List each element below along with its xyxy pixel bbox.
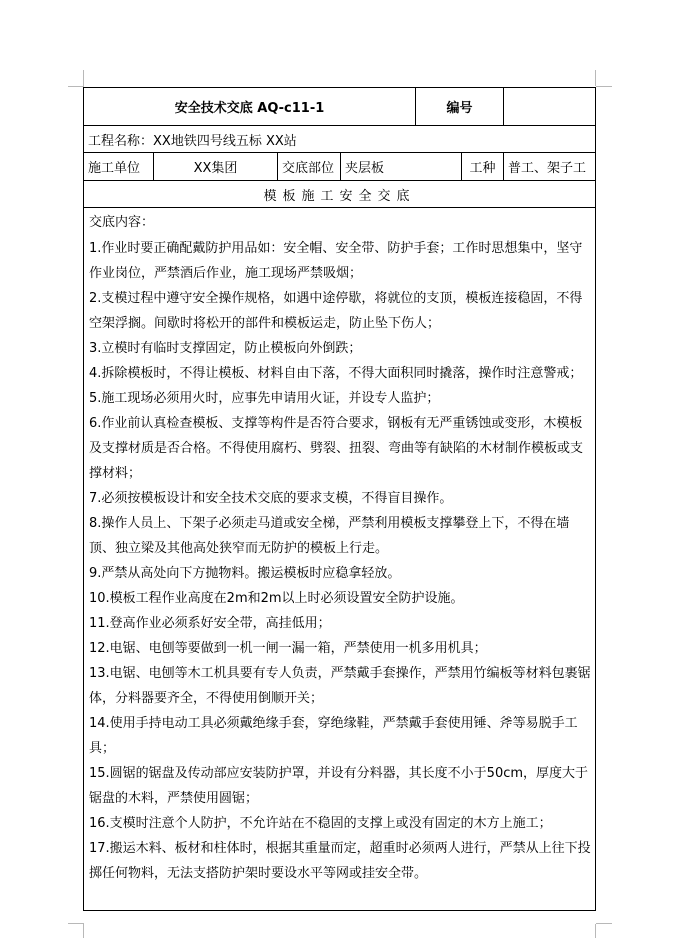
content-label: 交底内容：: [89, 215, 155, 230]
crop-mark-top-left-h: [68, 86, 84, 87]
crop-mark-bottom-left-h: [68, 923, 84, 924]
part-label: 交底部位: [278, 153, 341, 181]
project-row: [84, 126, 596, 153]
crop-mark-bottom-left-v: [83, 924, 84, 938]
info-row: [84, 153, 596, 181]
content-item: 14.使用手持电动工具必须戴绝缘手套，穿绝缘鞋，严禁戴手套使用锤、斧等易脱手工具；: [89, 716, 578, 756]
content-items: [89, 236, 591, 886]
project-name: XX地铁四号线五标 XX站: [153, 133, 297, 149]
content-item: 1.作业时要正确配戴防护用品如：安全帽、安全带、防护手套；工作时思想集中，坚守作业岗位，严禁酒后作业，施工现场严禁吸烟；: [89, 241, 583, 281]
content-item: 4.拆除模板时，不得让模板、材料自由下落，不得大面积同时撬落，操作时注意警戒；: [89, 366, 583, 381]
unit-value: XX集团: [154, 153, 278, 181]
trade-value: 普工、架子工: [504, 153, 596, 181]
content-item: 3.立模时有临时支撑固定，防止模板向外倒跌；: [89, 341, 362, 356]
content-item: 8.操作人员上、下架子必须走马道或安全梯，严禁利用模板支撑攀登上下，不得在墙顶、独立梁及其他高处狭窄而无防护的模板上行走。: [89, 516, 570, 556]
content-item: 2.支模过程中遵守安全操作规格，如遇中途停歇，将就位的支顶，模板连接稳固，不得空架浮搁。间歇时将松开的部件和模板运走，防止坠下伤人；: [89, 291, 583, 331]
crop-mark-top-left-v: [83, 70, 84, 86]
content-item: 10.模板工程作业高度在2m和2m以上时必须设置安全防护设施。: [89, 591, 464, 606]
content-item: 7.必须按模板设计和安全技术交底的要求支模，不得盲目操作。: [89, 491, 453, 506]
content-item: 9.严禁从高处向下方抛物料。搬运模板时应稳拿轻放。: [89, 566, 401, 581]
header-row: [84, 88, 596, 126]
crop-mark-top-right-v: [595, 70, 596, 86]
crop-mark-bottom-right-v: [595, 924, 596, 938]
document-title: 安全技术交底 AQ-c11-1: [84, 88, 416, 126]
project-cell: [84, 126, 596, 153]
section-title-row: [84, 181, 596, 208]
code-label: 编号: [416, 88, 504, 126]
content-cell: [84, 208, 596, 911]
content-item: 5.施工现场必须用火时，应事先申请用火证，并设专人监护；: [89, 391, 440, 406]
content-item: 11.登高作业必须系好安全带，高挂低用；: [89, 616, 331, 631]
crop-mark-bottom-right-h: [596, 923, 612, 924]
trade-label: 工种: [462, 153, 504, 181]
content-item: 13.电锯、电刨等木工机具要有专人负责，严禁戴手套操作，严禁用竹编板等材料包裹锯体，分料器要齐全，不得使用倒顺开关；: [89, 666, 591, 706]
content-item: 16.支模时注意个人防护，不允许站在不稳固的支撑上或没有固定的木方上施工；: [89, 816, 552, 831]
project-label: 工程名称：: [88, 133, 154, 149]
content-item: 12.电锯、电刨等要做到一机一闸一漏一箱，严禁使用一机多用机具；: [89, 641, 487, 656]
part-value: 夹层板: [341, 153, 462, 181]
content-item: 17.搬运木料、板材和柱体时，根据其重量而定，超重时必须两人进行，严禁从上往下投掷任何物料，无法支搭防护架时要设水平等网或挂安全带。: [89, 841, 591, 881]
section-title: 模板施工安全交底: [84, 181, 596, 208]
content-item: 6.作业前认真检查模板、支撑等构件是否符合要求，钢板有无严重锈蚀或变形，木模板及支撑材质是否合格。不得使用腐朽、劈裂、扭裂、弯曲等有缺陷的木材制作模板或支撑材料；: [89, 416, 584, 481]
safety-briefing-table: [83, 87, 596, 911]
unit-label: 施工单位: [84, 153, 154, 181]
crop-mark-top-right-h: [596, 86, 612, 87]
content-row: [84, 208, 596, 911]
content-item: 15.圆锯的锯盘及传动部应安装防护罩，并设有分料器，其长度不小于50cm，厚度大于锯盘的木料，严禁使用圆锯；: [89, 766, 589, 806]
code-value: [504, 88, 596, 126]
